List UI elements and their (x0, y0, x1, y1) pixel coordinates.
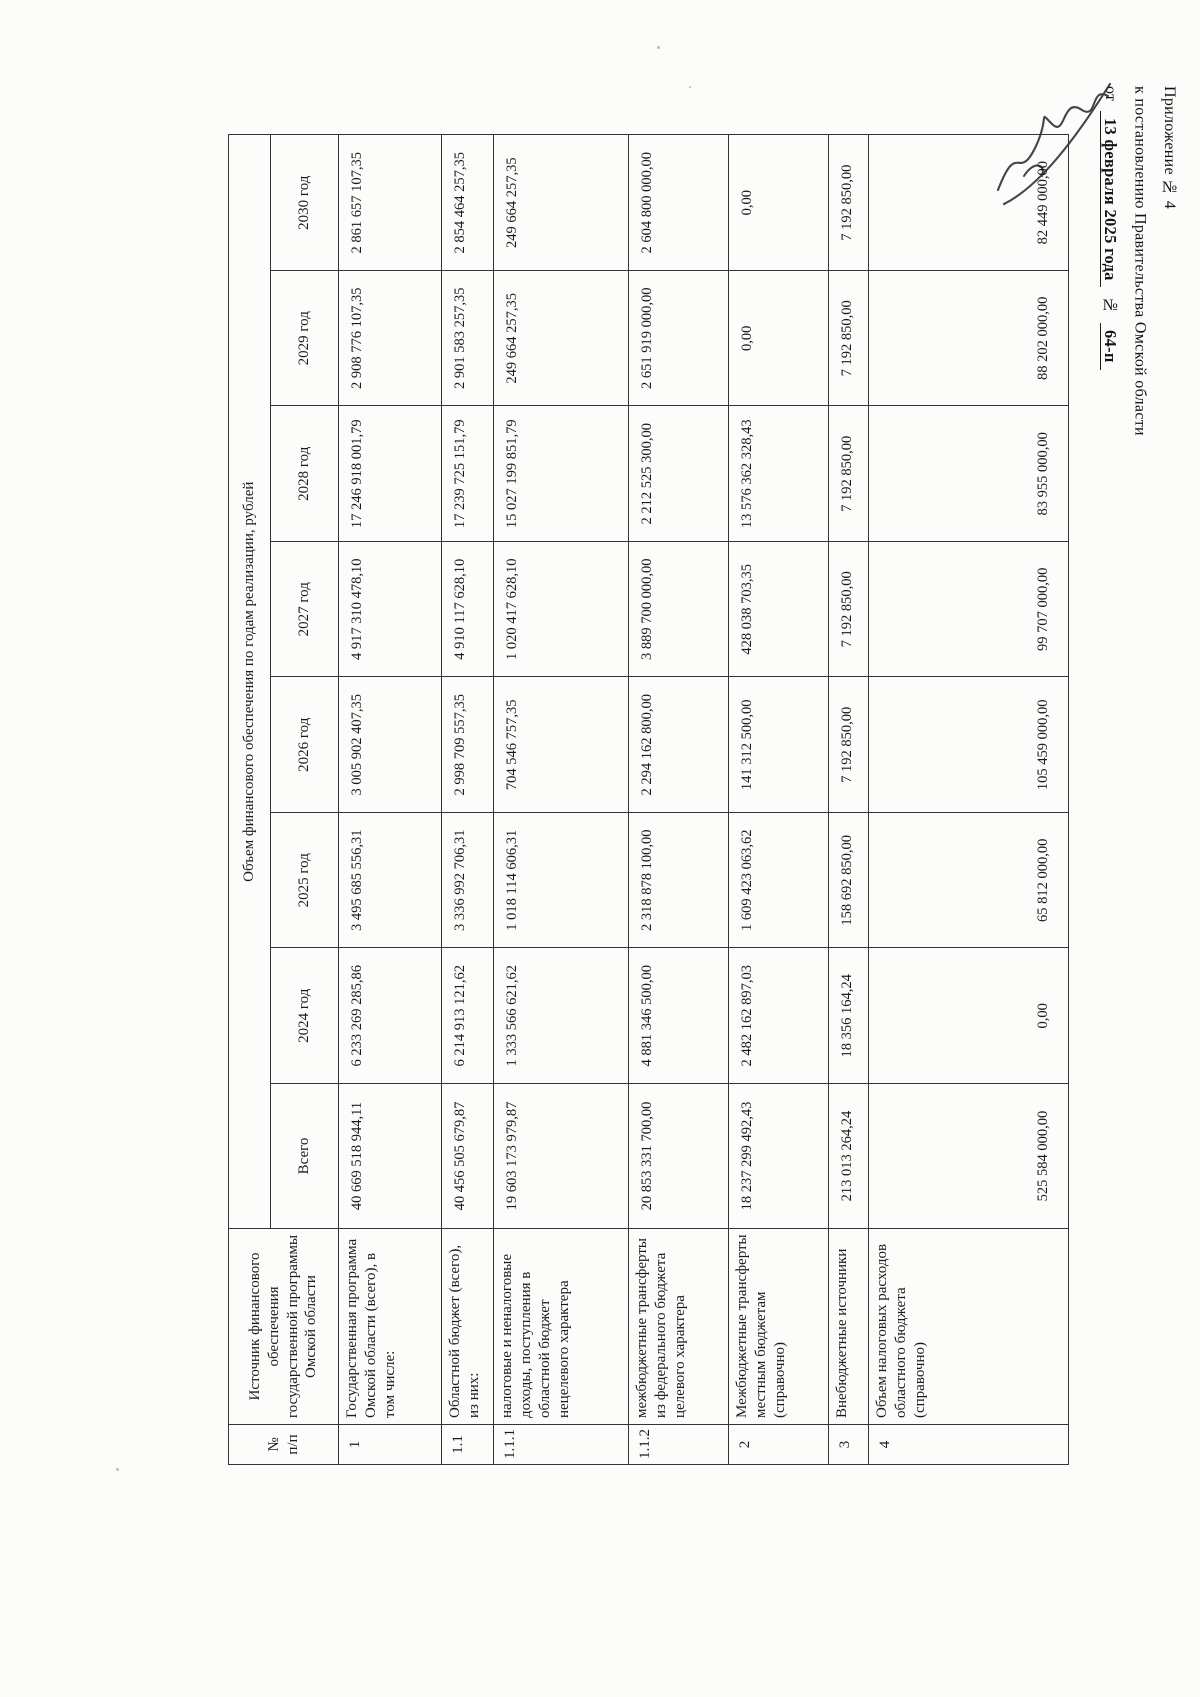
row-num: 3 (829, 1425, 869, 1465)
row-value: 6 214 913 121,62 (442, 948, 494, 1084)
row-value: 2 998 709 557,35 (442, 677, 494, 813)
row-value: 2 861 657 107,35 (339, 135, 442, 271)
table-row (494, 135, 629, 1465)
scan-artifact (689, 86, 691, 88)
col-header-source: Источник финансового обеспечения государственной программы Омской области (229, 1229, 339, 1425)
row-value: 88 202 000,00 (869, 271, 1069, 407)
appendix-line-2: к постановлению Правительства Омской области (1131, 86, 1149, 436)
row-value: 2 908 776 107,35 (339, 271, 442, 407)
row-num: 2 (729, 1425, 829, 1465)
row-source: налоговые и неналоговые доходы, поступления в областной бюджет нецелевого характера (494, 1229, 629, 1425)
year-header: 2024 год (271, 948, 339, 1084)
row-value: 0,00 (729, 135, 829, 271)
header-row-1 (229, 135, 271, 1465)
row-source: Областной бюджет (всего), из них: (442, 1229, 494, 1425)
row-value: 141 312 500,00 (729, 677, 829, 813)
row-value: 17 239 725 151,79 (442, 406, 494, 542)
row-source: Объем налоговых расходов областного бюджета (справочно) (869, 1229, 1069, 1425)
row-value: 15 027 199 851,79 (494, 406, 629, 542)
row-value: 525 584 000,00 (869, 1084, 1069, 1229)
row-value: 213 013 264,24 (829, 1084, 869, 1229)
row-value: 2 901 583 257,35 (442, 271, 494, 407)
row-value: 428 038 703,35 (729, 542, 829, 678)
row-value: 105 459 000,00 (869, 677, 1069, 813)
row-value: 3 336 992 706,31 (442, 813, 494, 949)
row-value: 2 482 162 897,03 (729, 948, 829, 1084)
row-value: 13 576 362 328,43 (729, 406, 829, 542)
row-value: 18 356 164,24 (829, 948, 869, 1084)
year-header: 2028 год (271, 406, 339, 542)
row-value: 4 910 117 628,10 (442, 542, 494, 678)
row-value: 1 333 566 621,62 (494, 948, 629, 1084)
row-value: 65 812 000,00 (869, 813, 1069, 949)
row-value: 4 917 310 478,10 (339, 542, 442, 678)
row-value: 3 889 700 000,00 (629, 542, 729, 678)
row-value: 1 609 423 063,62 (729, 813, 829, 949)
row-value: 17 246 918 001,79 (339, 406, 442, 542)
row-value: 0,00 (869, 948, 1069, 1084)
table-row (629, 135, 729, 1465)
row-value: 6 233 269 285,86 (339, 948, 442, 1084)
year-header: Всего (271, 1084, 339, 1229)
scan-artifact (116, 1468, 119, 1471)
row-value: 1 020 417 628,10 (494, 542, 629, 678)
row-value: 7 192 850,00 (829, 135, 869, 271)
row-num: 1.1 (442, 1425, 494, 1465)
table-row (829, 135, 869, 1465)
row-source: Внебюджетные источники (829, 1229, 869, 1425)
row-value: 249 664 257,35 (494, 135, 629, 271)
col-header-num: № п/п (229, 1425, 339, 1465)
row-value: 2 212 525 300,00 (629, 406, 729, 542)
row-value: 19 603 173 979,87 (494, 1084, 629, 1229)
row-value: 2 604 800 000,00 (629, 135, 729, 271)
row-value: 20 853 331 700,00 (629, 1084, 729, 1229)
row-source: межбюджетные трансферты из федерального бюджета целевого характера (629, 1229, 729, 1425)
row-value: 82 449 000,00 (869, 135, 1069, 271)
row-source: Государственная программа Омской области (всего), в том числе: (339, 1229, 442, 1425)
year-header: 2030 год (271, 135, 339, 271)
row-value: 0,00 (729, 271, 829, 407)
row-value: 1 018 114 606,31 (494, 813, 629, 949)
table-row (729, 135, 829, 1465)
table-row (339, 135, 442, 1465)
row-value: 7 192 850,00 (829, 406, 869, 542)
row-value: 99 707 000,00 (869, 542, 1069, 678)
col-header-span: Объем финансового обеспечения по годам реализации, рублей (229, 135, 271, 1229)
row-value: 7 192 850,00 (829, 677, 869, 813)
row-value: 3 005 902 407,35 (339, 677, 442, 813)
row-value: 3 495 685 556,31 (339, 813, 442, 949)
table-row (442, 135, 494, 1465)
row-num: 1.1.2 (629, 1425, 729, 1465)
row-value: 2 318 878 100,00 (629, 813, 729, 949)
row-source: Межбюджетные трансферты местным бюджетам (справочно) (729, 1229, 829, 1425)
appendix-no-label: № (1101, 296, 1119, 315)
appendix-date-value: 13 февраля 2025 года (1100, 111, 1120, 288)
scan-artifact (657, 46, 660, 49)
row-value: 40 669 518 944,11 (339, 1084, 442, 1229)
budget-table (228, 134, 1069, 1465)
row-value: 249 664 257,35 (494, 271, 629, 407)
row-value: 2 854 464 257,35 (442, 135, 494, 271)
year-header: 2026 год (271, 677, 339, 813)
row-value: 83 955 000,00 (869, 406, 1069, 542)
row-num: 1.1.1 (494, 1425, 629, 1465)
row-num: 1 (339, 1425, 442, 1465)
row-value: 158 692 850,00 (829, 813, 869, 949)
table-row (869, 135, 1069, 1465)
row-value: 18 237 299 492,43 (729, 1084, 829, 1229)
appendix-from-label: от (1101, 86, 1119, 102)
row-num: 4 (869, 1425, 1069, 1465)
appendix-line-1: Приложение № 4 (1161, 86, 1178, 210)
row-value: 7 192 850,00 (829, 271, 869, 407)
row-value: 704 546 757,35 (494, 677, 629, 813)
row-value: 2 651 919 000,00 (629, 271, 729, 407)
row-value: 2 294 162 800,00 (629, 677, 729, 813)
row-value: 40 456 505 679,87 (442, 1084, 494, 1229)
row-value: 4 881 346 500,00 (629, 948, 729, 1084)
row-value: 7 192 850,00 (829, 542, 869, 678)
year-header: 2029 год (271, 271, 339, 407)
appendix-number-value: 64-п (1100, 323, 1120, 370)
year-header: 2025 год (271, 813, 339, 949)
year-header: 2027 год (271, 542, 339, 678)
